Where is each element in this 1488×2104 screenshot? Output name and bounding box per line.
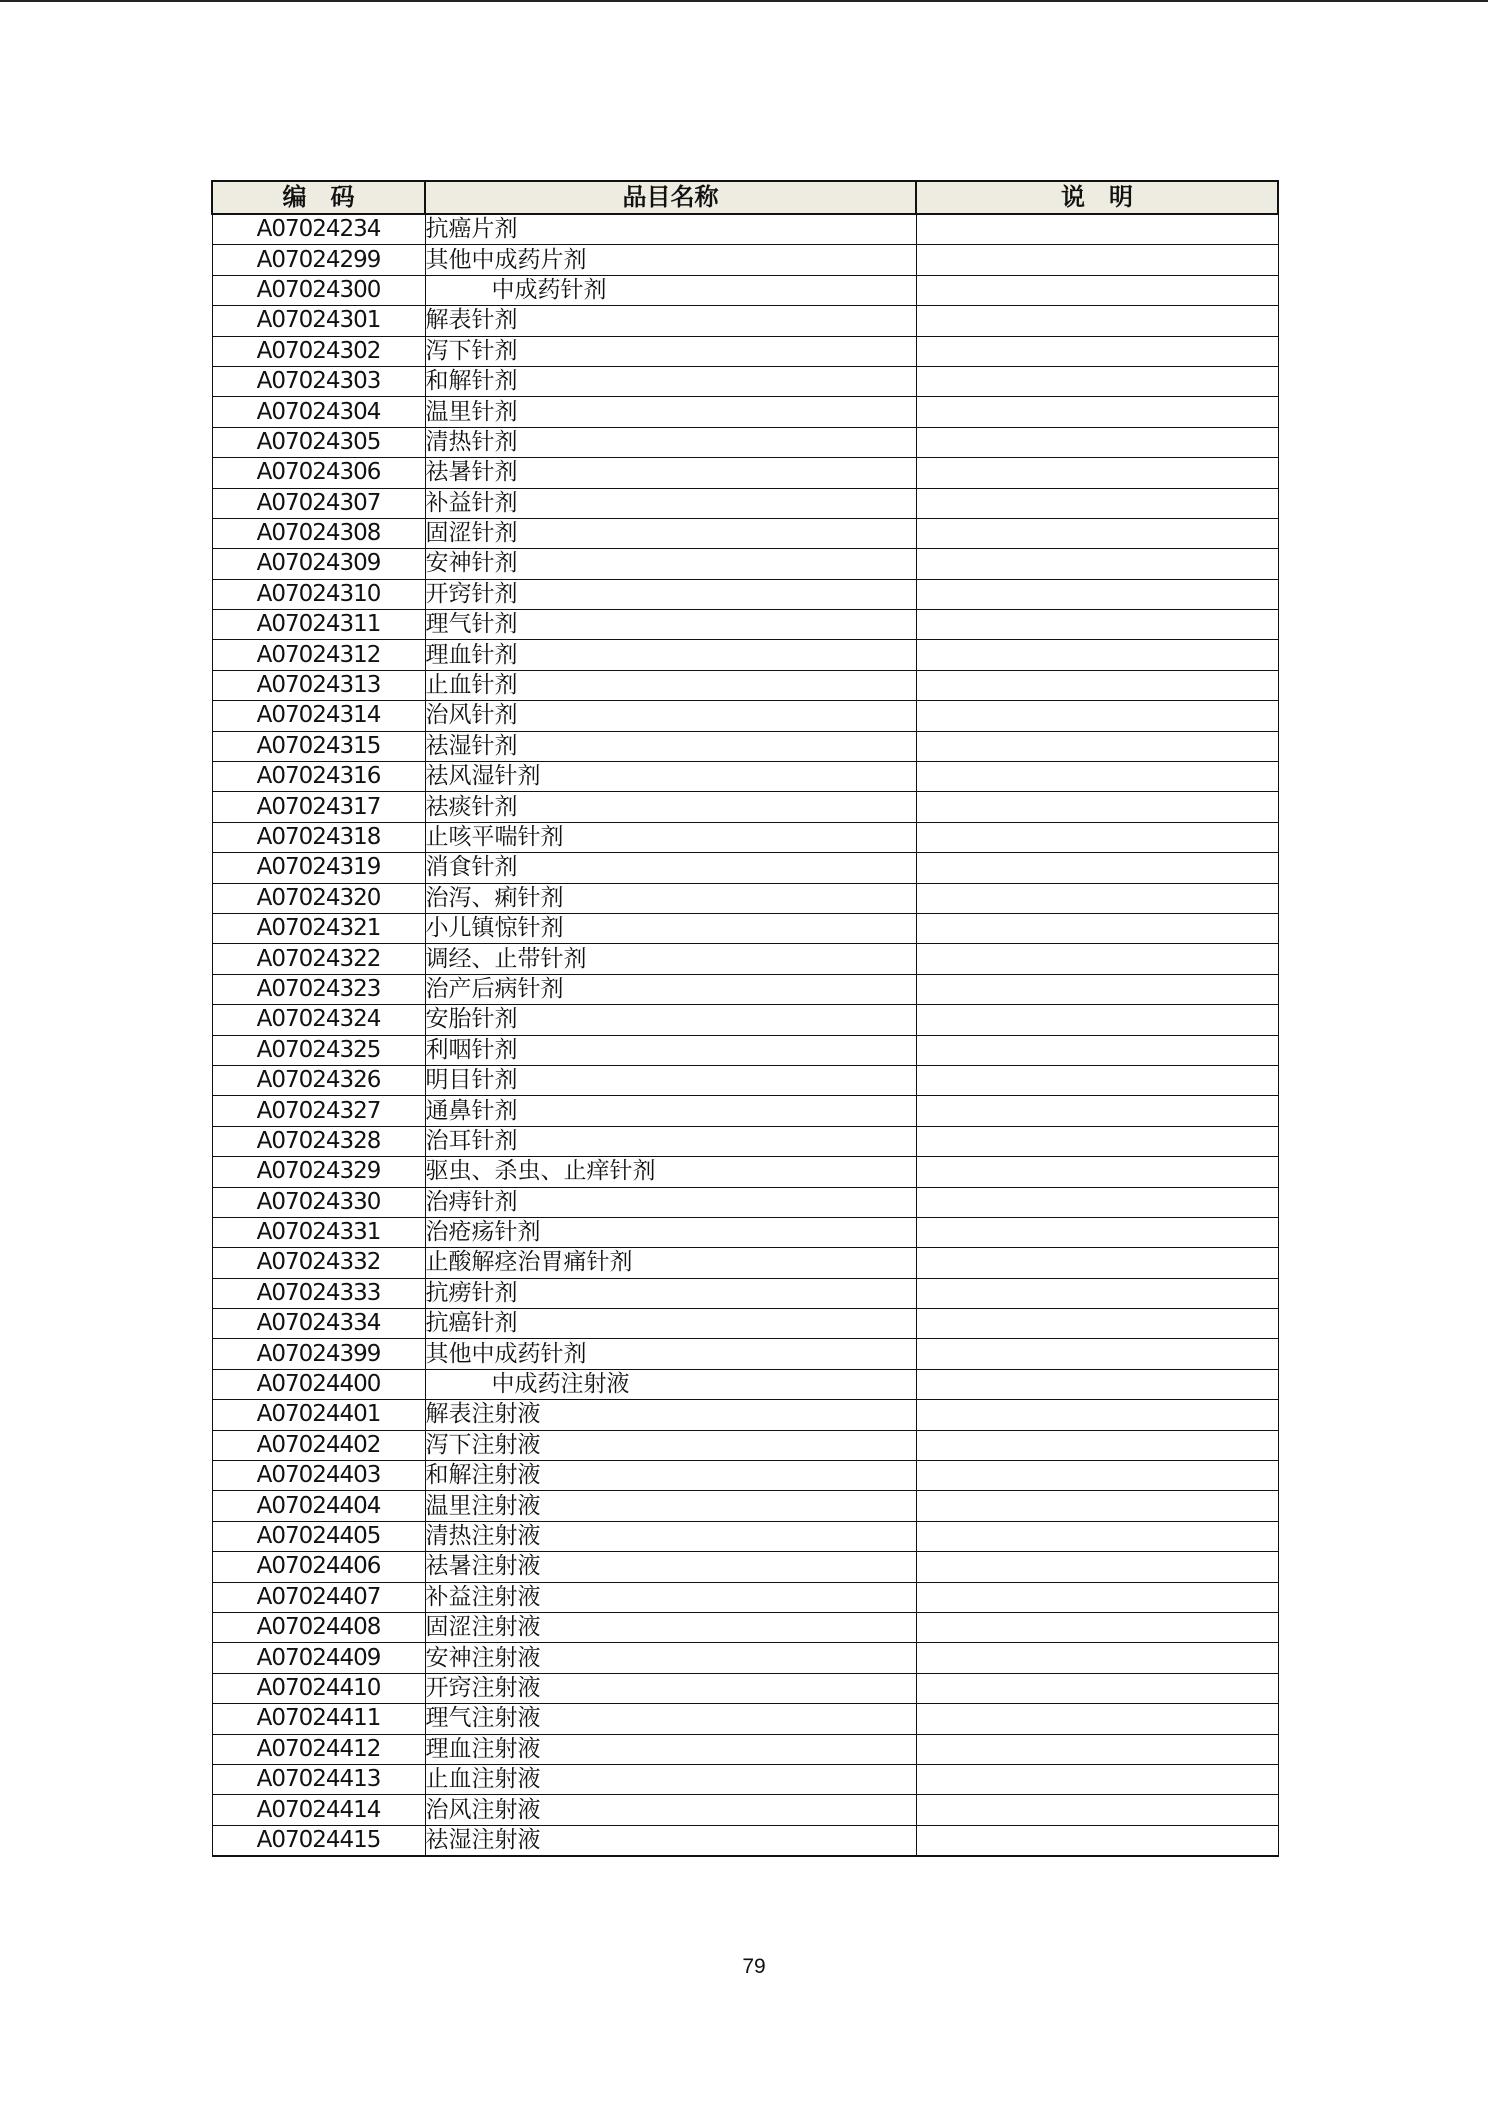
- item-name-cell: 驱虫、杀虫、止痒针剂: [425, 1157, 916, 1187]
- table-row: [212, 1126, 1278, 1156]
- item-note-cell: [916, 701, 1278, 731]
- item-note-cell: [916, 913, 1278, 943]
- item-note-cell: [916, 1795, 1278, 1825]
- table-row: [212, 883, 1278, 913]
- item-note-cell: [916, 1309, 1278, 1339]
- item-code-cell: A07024406: [212, 1552, 425, 1582]
- item-code-cell: A07024303: [212, 366, 425, 396]
- item-code-cell: A07024332: [212, 1248, 425, 1278]
- table-row: [212, 1461, 1278, 1491]
- item-name-cell: 治泻、痢针剂: [425, 883, 916, 913]
- table-row: [212, 974, 1278, 1004]
- table-row: [212, 1795, 1278, 1825]
- item-note-cell: [916, 275, 1278, 305]
- item-note-cell: [916, 1704, 1278, 1734]
- item-note-cell: [916, 488, 1278, 518]
- item-note-cell: [916, 1248, 1278, 1278]
- item-code-cell: A07024415: [212, 1825, 425, 1856]
- table-row: [212, 1035, 1278, 1065]
- item-name-cell: 补益针剂: [425, 488, 916, 518]
- item-note-cell: [916, 1521, 1278, 1551]
- item-note-cell: [916, 397, 1278, 427]
- item-name-cell: 清热针剂: [425, 427, 916, 457]
- item-note-cell: [916, 549, 1278, 579]
- item-name-cell: 祛暑注射液: [425, 1552, 916, 1582]
- table-row: [212, 1552, 1278, 1582]
- item-code-cell: A07024320: [212, 883, 425, 913]
- catalog-table: [211, 180, 1279, 1857]
- item-note-cell: [916, 1582, 1278, 1612]
- table-row: [212, 366, 1278, 396]
- item-name-cell: 泻下针剂: [425, 336, 916, 366]
- item-note-cell: [916, 1461, 1278, 1491]
- item-code-cell: A07024314: [212, 701, 425, 731]
- item-note-cell: [916, 822, 1278, 852]
- table-row: [212, 1430, 1278, 1460]
- item-name-cell: 其他中成药片剂: [425, 245, 916, 275]
- item-note-cell: [916, 1612, 1278, 1642]
- item-note-cell: [916, 731, 1278, 761]
- item-note-cell: [916, 1400, 1278, 1430]
- item-code-cell: A07024331: [212, 1217, 425, 1247]
- item-name-cell: 治产后病针剂: [425, 974, 916, 1004]
- item-name-cell: 开窍注射液: [425, 1673, 916, 1703]
- table-row: [212, 1491, 1278, 1521]
- item-note-cell: [916, 366, 1278, 396]
- item-note-cell: [916, 1825, 1278, 1856]
- item-name-cell: 治风针剂: [425, 701, 916, 731]
- table-row: [212, 792, 1278, 822]
- top-border-rule: [0, 0, 1488, 2]
- table-row: [212, 245, 1278, 275]
- table-row: [212, 1278, 1278, 1308]
- item-note-cell: [916, 306, 1278, 336]
- item-name-cell: 祛暑针剂: [425, 458, 916, 488]
- item-code-cell: A07024325: [212, 1035, 425, 1065]
- item-note-cell: [916, 944, 1278, 974]
- item-name-cell: 解表针剂: [425, 306, 916, 336]
- item-note-cell: [916, 762, 1278, 792]
- item-name-cell: 抗癌针剂: [425, 1309, 916, 1339]
- header-item-name: 品目名称: [425, 181, 916, 214]
- item-code-cell: A07024409: [212, 1643, 425, 1673]
- item-code-cell: A07024411: [212, 1704, 425, 1734]
- item-code-cell: A07024315: [212, 731, 425, 761]
- item-code-cell: A07024328: [212, 1126, 425, 1156]
- item-name-cell: 止酸解痉治胃痛针剂: [425, 1248, 916, 1278]
- item-name-cell: 理血针剂: [425, 640, 916, 670]
- table-row: [212, 214, 1278, 245]
- table-row: [212, 1825, 1278, 1856]
- item-name-cell: 祛湿注射液: [425, 1825, 916, 1856]
- table-row: [212, 1157, 1278, 1187]
- item-name-cell: 治疮疡针剂: [425, 1217, 916, 1247]
- item-note-cell: [916, 1096, 1278, 1126]
- item-code-cell: A07024401: [212, 1400, 425, 1430]
- table-row: [212, 1339, 1278, 1369]
- item-name-cell: 祛湿针剂: [425, 731, 916, 761]
- item-code-cell: A07024326: [212, 1065, 425, 1095]
- item-code-cell: A07024400: [212, 1369, 425, 1399]
- item-name-cell: 固涩注射液: [425, 1612, 916, 1642]
- item-code-cell: A07024304: [212, 397, 425, 427]
- table-row: [212, 1096, 1278, 1126]
- item-name-cell: 温里注射液: [425, 1491, 916, 1521]
- item-code-cell: A07024319: [212, 853, 425, 883]
- table-row: [212, 1521, 1278, 1551]
- item-note-cell: [916, 579, 1278, 609]
- item-name-cell: 清热注射液: [425, 1521, 916, 1551]
- item-name-cell: 小儿镇惊针剂: [425, 913, 916, 943]
- item-note-cell: [916, 792, 1278, 822]
- item-note-cell: [916, 1065, 1278, 1095]
- item-code-cell: A07024407: [212, 1582, 425, 1612]
- item-name-cell: 补益注射液: [425, 1582, 916, 1612]
- table-row: [212, 275, 1278, 305]
- item-name-cell: 泻下注射液: [425, 1430, 916, 1460]
- item-code-cell: A07024414: [212, 1795, 425, 1825]
- item-code-cell: A07024410: [212, 1673, 425, 1703]
- item-name-cell: 其他中成药针剂: [425, 1339, 916, 1369]
- item-name-cell: 理气针剂: [425, 610, 916, 640]
- item-name-cell: 中成药注射液: [425, 1369, 916, 1399]
- item-code-cell: A07024306: [212, 458, 425, 488]
- header-row: [212, 181, 1278, 214]
- item-note-cell: [916, 1005, 1278, 1035]
- item-name-cell: 消食针剂: [425, 853, 916, 883]
- item-code-cell: A07024310: [212, 579, 425, 609]
- header-code: 编 码: [212, 181, 425, 214]
- table-row: [212, 853, 1278, 883]
- table-row: [212, 488, 1278, 518]
- table-row: [212, 1582, 1278, 1612]
- item-name-cell: 治耳针剂: [425, 1126, 916, 1156]
- item-name-cell: 止血针剂: [425, 670, 916, 700]
- item-note-cell: [916, 518, 1278, 548]
- item-note-cell: [916, 1491, 1278, 1521]
- item-name-cell: 祛风湿针剂: [425, 762, 916, 792]
- table-body: [212, 214, 1278, 1856]
- item-code-cell: A07024311: [212, 610, 425, 640]
- item-name-cell: 安胎针剂: [425, 1005, 916, 1035]
- item-name-cell: 中成药针剂: [425, 275, 916, 305]
- table-row: [212, 1309, 1278, 1339]
- item-code-cell: A07024302: [212, 336, 425, 366]
- item-name-cell: 解表注射液: [425, 1400, 916, 1430]
- item-note-cell: [916, 1673, 1278, 1703]
- table-row: [212, 1187, 1278, 1217]
- item-note-cell: [916, 853, 1278, 883]
- item-name-cell: 治风注射液: [425, 1795, 916, 1825]
- item-note-cell: [916, 640, 1278, 670]
- table-row: [212, 1005, 1278, 1035]
- table-row: [212, 1065, 1278, 1095]
- item-note-cell: [916, 1734, 1278, 1764]
- item-code-cell: A07024322: [212, 944, 425, 974]
- item-code-cell: A07024402: [212, 1430, 425, 1460]
- item-code-cell: A07024313: [212, 670, 425, 700]
- item-note-cell: [916, 245, 1278, 275]
- item-code-cell: A07024317: [212, 792, 425, 822]
- header-note: 说 明: [916, 181, 1278, 214]
- item-code-cell: A07024312: [212, 640, 425, 670]
- item-name-cell: 固涩针剂: [425, 518, 916, 548]
- item-note-cell: [916, 1157, 1278, 1187]
- item-code-cell: A07024307: [212, 488, 425, 518]
- item-note-cell: [916, 1369, 1278, 1399]
- item-name-cell: 调经、止带针剂: [425, 944, 916, 974]
- table-row: [212, 1764, 1278, 1794]
- item-note-cell: [916, 1187, 1278, 1217]
- item-name-cell: 祛痰针剂: [425, 792, 916, 822]
- item-note-cell: [916, 1339, 1278, 1369]
- item-name-cell: 安神注射液: [425, 1643, 916, 1673]
- table-row: [212, 1734, 1278, 1764]
- page-number: 79: [742, 1955, 766, 1978]
- item-code-cell: A07024321: [212, 913, 425, 943]
- item-code-cell: A07024300: [212, 275, 425, 305]
- item-name-cell: 和解注射液: [425, 1461, 916, 1491]
- item-code-cell: A07024399: [212, 1339, 425, 1369]
- item-name-cell: 治痔针剂: [425, 1187, 916, 1217]
- table-row: [212, 458, 1278, 488]
- item-code-cell: A07024412: [212, 1734, 425, 1764]
- table-row: [212, 518, 1278, 548]
- item-name-cell: 温里针剂: [425, 397, 916, 427]
- item-name-cell: 安神针剂: [425, 549, 916, 579]
- item-code-cell: A07024305: [212, 427, 425, 457]
- table-row: [212, 1248, 1278, 1278]
- table-row: [212, 640, 1278, 670]
- item-code-cell: A07024327: [212, 1096, 425, 1126]
- item-code-cell: A07024309: [212, 549, 425, 579]
- table-header: [212, 181, 1278, 214]
- item-code-cell: A07024403: [212, 1461, 425, 1491]
- table-row: [212, 1643, 1278, 1673]
- item-name-cell: 止血注射液: [425, 1764, 916, 1794]
- table-row: [212, 701, 1278, 731]
- item-note-cell: [916, 974, 1278, 1004]
- table-row: [212, 762, 1278, 792]
- item-code-cell: A07024299: [212, 245, 425, 275]
- item-code-cell: A07024333: [212, 1278, 425, 1308]
- item-name-cell: 和解针剂: [425, 366, 916, 396]
- item-note-cell: [916, 883, 1278, 913]
- table-row: [212, 610, 1278, 640]
- item-name-cell: 明目针剂: [425, 1065, 916, 1095]
- item-note-cell: [916, 458, 1278, 488]
- item-note-cell: [916, 1764, 1278, 1794]
- table-row: [212, 306, 1278, 336]
- table-row: [212, 336, 1278, 366]
- item-name-cell: 开窍针剂: [425, 579, 916, 609]
- table-row: [212, 427, 1278, 457]
- item-code-cell: A07024413: [212, 1764, 425, 1794]
- item-name-cell: 抗痨针剂: [425, 1278, 916, 1308]
- item-note-cell: [916, 336, 1278, 366]
- item-code-cell: A07024330: [212, 1187, 425, 1217]
- item-note-cell: [916, 427, 1278, 457]
- table-row: [212, 1704, 1278, 1734]
- table-row: [212, 397, 1278, 427]
- table-row: [212, 944, 1278, 974]
- item-name-cell: 止咳平喘针剂: [425, 822, 916, 852]
- item-code-cell: A07024308: [212, 518, 425, 548]
- item-code-cell: A07024334: [212, 1309, 425, 1339]
- item-code-cell: A07024408: [212, 1612, 425, 1642]
- item-code-cell: A07024234: [212, 214, 425, 245]
- table-row: [212, 1400, 1278, 1430]
- item-name-cell: 利咽针剂: [425, 1035, 916, 1065]
- item-code-cell: A07024318: [212, 822, 425, 852]
- item-code-cell: A07024405: [212, 1521, 425, 1551]
- table-row: [212, 913, 1278, 943]
- item-note-cell: [916, 1217, 1278, 1247]
- table-row: [212, 731, 1278, 761]
- table-row: [212, 1673, 1278, 1703]
- item-code-cell: A07024301: [212, 306, 425, 336]
- item-note-cell: [916, 670, 1278, 700]
- item-note-cell: [916, 1643, 1278, 1673]
- table-row: [212, 670, 1278, 700]
- table-row: [212, 822, 1278, 852]
- table-row: [212, 1369, 1278, 1399]
- item-note-cell: [916, 1035, 1278, 1065]
- item-name-cell: 抗癌片剂: [425, 214, 916, 245]
- item-note-cell: [916, 214, 1278, 245]
- item-name-cell: 通鼻针剂: [425, 1096, 916, 1126]
- item-name-cell: 理气注射液: [425, 1704, 916, 1734]
- item-name-cell: 理血注射液: [425, 1734, 916, 1764]
- item-note-cell: [916, 1552, 1278, 1582]
- item-code-cell: A07024324: [212, 1005, 425, 1035]
- item-note-cell: [916, 610, 1278, 640]
- item-note-cell: [916, 1278, 1278, 1308]
- table-row: [212, 549, 1278, 579]
- table-row: [212, 579, 1278, 609]
- table-row: [212, 1612, 1278, 1642]
- item-note-cell: [916, 1126, 1278, 1156]
- item-note-cell: [916, 1430, 1278, 1460]
- item-code-cell: A07024316: [212, 762, 425, 792]
- item-code-cell: A07024404: [212, 1491, 425, 1521]
- item-code-cell: A07024323: [212, 974, 425, 1004]
- item-code-cell: A07024329: [212, 1157, 425, 1187]
- table-row: [212, 1217, 1278, 1247]
